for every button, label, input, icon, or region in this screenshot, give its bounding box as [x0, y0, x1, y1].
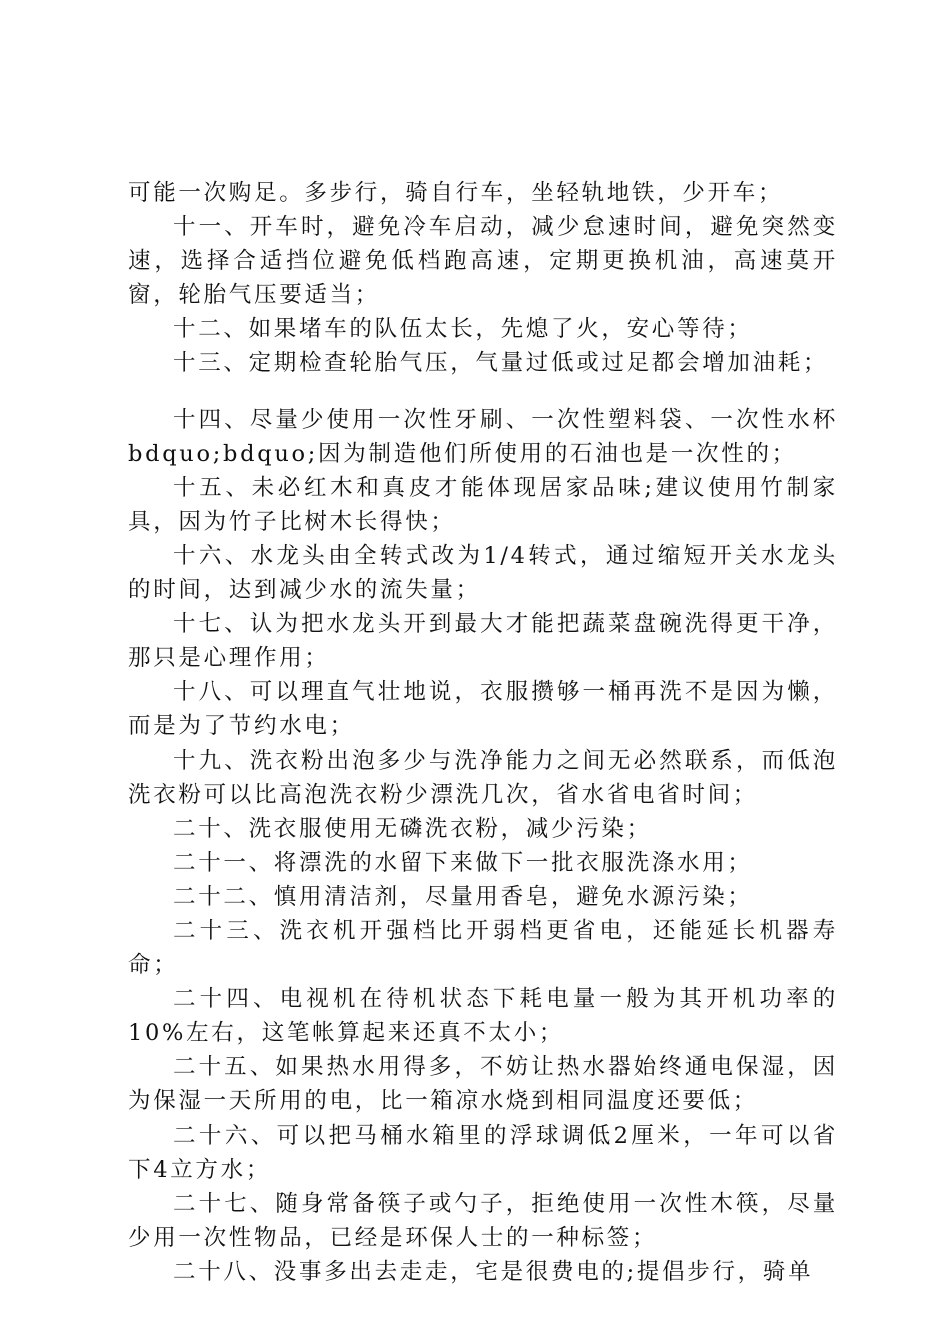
document-body [128, 176, 838, 1289]
paragraph: 二十一、将漂洗的水留下来做下一批衣服洗涤水用； [173, 849, 753, 876]
paragraph: 十二、如果堵车的队伍太长，先熄了火，安心等待； [173, 316, 753, 343]
paragraph: 十三、定期检查轮胎气压，气量过低或过足都会增加油耗； [173, 350, 829, 377]
paragraph: 十九、洗衣粉出泡多少与洗净能力之间无必然联系，而低泡洗衣粉可以比高泡洗衣粉少漂洗几次，省水省电省时间； [128, 747, 838, 808]
paragraph: 十八、可以理直气壮地说，衣服攒够一桶再洗不是因为懒，而是为了节约水电； [128, 679, 838, 740]
paragraph: 可能一次购足。多步行，骑自行车，坐轻轨地铁，少开车； [128, 180, 784, 206]
paragraph: 二十七、随身常备筷子或勺子，拒绝使用一次性木筷，尽量少用一次性物品，已经是环保人士的一种标签； [128, 1190, 838, 1251]
paragraph: 二十四、电视机在待机状态下耗电量一般为其开机功率的10%左右，这笔帐算起来还真不太小； [128, 986, 838, 1047]
paragraph: 十四、尽量少使用一次性牙刷、一次性塑料袋、一次性水杯bdquo;bdquo;因为制造他们所使用的石油也是一次性的； [128, 406, 838, 467]
paragraph: 二十六、可以把马桶水箱里的浮球调低2厘米，一年可以省下4立方水； [128, 1122, 838, 1183]
paragraph: 二十八、没事多出去走走，宅是很费电的;提倡步行，骑单 [173, 1258, 814, 1285]
paragraph: 二十五、如果热水用得多，不妨让热水器始终通电保湿，因为保湿一天所用的电，比一箱凉水烧到相同温度还要低； [128, 1054, 838, 1115]
paragraph: 十一、开车时，避免冷车启动，减少怠速时间，避免突然变速，选择合适挡位避免低档跑高速，定期更换机油，高速莫开窗，轮胎气压要适当； [128, 214, 838, 309]
paragraph: 十五、未必红木和真皮才能体现居家品味;建议使用竹制家具，因为竹子比树木长得快； [128, 474, 838, 535]
paragraph: 二十、洗衣服使用无磷洗衣粉，减少污染； [173, 815, 652, 842]
paragraph: 二十三、洗衣机开强档比开弱档更省电，还能延长机器寿命； [128, 917, 838, 979]
paragraph: 十七、认为把水龙头开到最大才能把蔬菜盘碗洗得更干净，那只是心理作用； [128, 611, 838, 672]
paragraph: 二十二、慎用清洁剂，尽量用香皂，避免水源污染； [173, 883, 753, 910]
paragraph: 十六、水龙头由全转式改为1/4转式，通过缩短开关水龙头的时间，达到减少水的流失量； [128, 542, 838, 604]
